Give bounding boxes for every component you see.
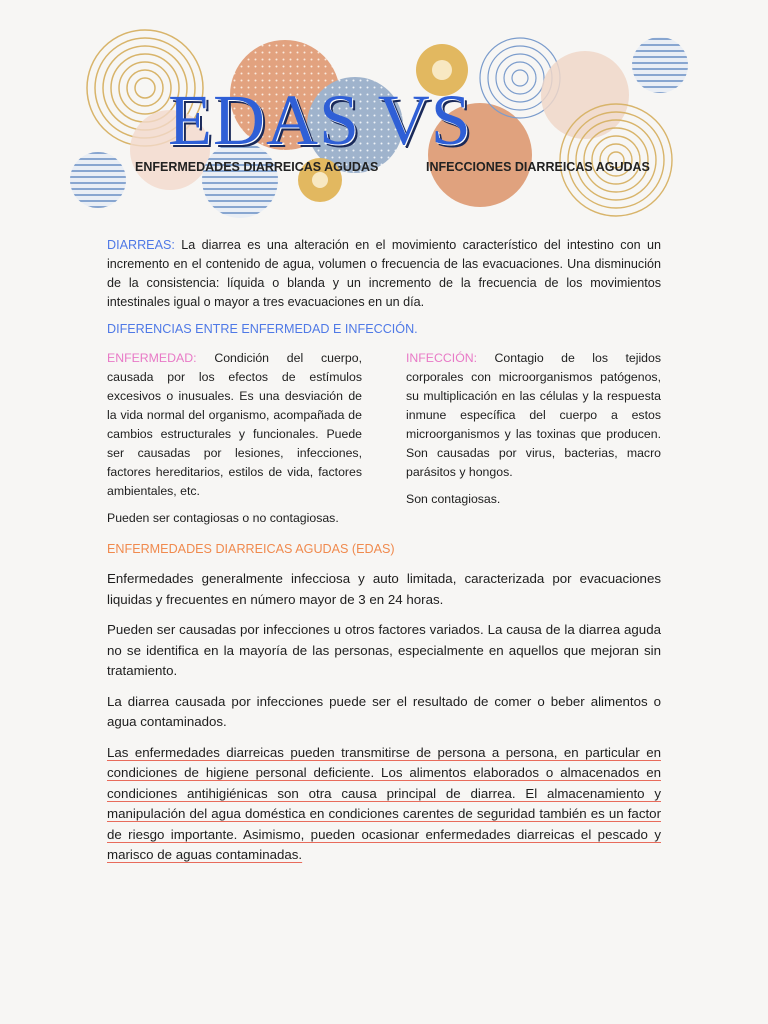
enfermedad-paragraph	[107, 349, 362, 501]
infeccion-label: INFECCIÓN:	[406, 351, 478, 365]
page-title: EDAS VS	[168, 80, 472, 160]
enfermedad-text: Condición del cuerpo, causada por los efectos de estímulos excesivos o inusuales. Es una desviación de la vida normal del organismo, acompañada de cambios estructurales y funcionales. Puede ser causadas por lesiones, infecciones, factores hereditarios, estilos de vida, factores ambientales, etc.	[107, 351, 362, 498]
document-body	[107, 236, 661, 876]
infeccion-text: Contagio de los tejidos corporales con microorganismos patógenos, su multiplicación en las células y la respuesta inmune específica del cuerpo a estos microorganismos y las toxinas que producen. Son causadas por virus, bacterias, macro parásitos y hongos.	[406, 351, 662, 479]
edas-heading: ENFERMEDADES DIARREICAS AGUDAS (EDAS)	[107, 542, 395, 556]
edas-section	[107, 569, 661, 866]
subtitle-edas: ENFERMEDADES DIARREICAS AGUDAS	[135, 160, 379, 174]
edas-paragraph-4: Las enfermedades diarreicas pueden transmitirse de persona a persona, en particular en condiciones de higiene personal deficiente. Los alimentos elaborados o almacenados en condiciones antihigiénicas son otra causa principal de diarrea. El almacenamiento y manipulación del agua doméstica en condiciones carentes de seguridad también es un factor de riesgo importante. Asimismo, pueden ocasionar enfermedades diarreicas el pescado y marisco de aguas contaminadas.	[107, 744, 661, 862]
comparison-columns	[107, 349, 661, 536]
enfermedad-note: Pueden ser contagiosas o no contagiosas.	[107, 511, 339, 525]
diferencias-heading: DIFERENCIAS ENTRE ENFERMEDAD E INFECCIÓN.	[107, 322, 418, 336]
subtitle-idas: INFECCIONES DIARREICAS AGUDAS	[426, 160, 650, 174]
edas-paragraph-1: Enfermedades generalmente infecciosa y auto limitada, caracterizada por evacuaciones liquidas y frecuentes en número mayor de 3 en 24 horas.	[107, 571, 661, 607]
infeccion-note: Son contagiosas.	[406, 492, 501, 506]
edas-paragraph-3: La diarrea causada por infecciones puede ser el resultado de comer o beber alimentos o agua contaminados.	[107, 693, 661, 729]
diarreas-text: La diarrea es una alteración en el movimiento característico del intestino con un incremento en el contenido de agua, volumen o frecuencia de las evacuaciones. Una disminución de la consistencia: líquida o blanda y un incremento de la frecuencia de los movimientos intestinales igual o mayor a tres evacuaciones en un día.	[107, 238, 661, 309]
decorative-banner	[0, 0, 768, 225]
edas-paragraph-2: Pueden ser causadas por infecciones u otros factores variados. La causa de la diarrea aguda no se identifica en la mayoría de las personas, especialmente en aquellos que mejoran sin tratamiento.	[107, 622, 661, 678]
diarreas-label: DIARREAS:	[107, 238, 175, 252]
enfermedad-label: ENFERMEDAD:	[107, 351, 197, 365]
diarreas-paragraph	[107, 236, 661, 312]
enfermedad-column	[107, 349, 362, 536]
infeccion-paragraph	[406, 349, 661, 482]
infeccion-column	[406, 349, 661, 536]
